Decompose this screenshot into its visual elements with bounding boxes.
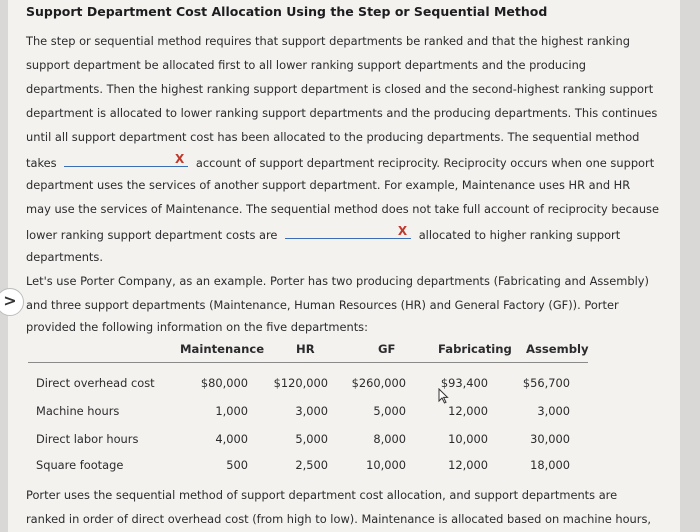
cell-hr: $120,000 — [273, 376, 328, 390]
cell-gf: $260,000 — [351, 376, 406, 390]
col-header-gf: GF — [378, 342, 396, 356]
table-row — [28, 404, 588, 424]
incorrect-x-icon: X — [174, 152, 185, 166]
row-label: Machine hours — [36, 404, 120, 418]
costs-answer-blank[interactable] — [285, 226, 411, 239]
paragraph-line: ranked in order of direct overhead cost (from high to low). Maintenance is allocated based on machine hours, — [26, 512, 652, 526]
paragraph-line: department uses the services of another support department. For example, Maintenance uses HR and HR — [26, 178, 631, 192]
cell-gf: 8,000 — [373, 432, 406, 446]
col-header-hr: HR — [296, 342, 315, 356]
table-row — [28, 458, 588, 478]
expand-chevron-icon[interactable]: > — [0, 288, 24, 316]
row-label: Direct overhead cost — [36, 376, 155, 390]
cell-maintenance: 4,000 — [215, 432, 248, 446]
takes-answer-blank[interactable] — [64, 154, 188, 167]
takes-continuation: account of support department reciprocity. Reciprocity occurs when one support — [195, 156, 655, 170]
paragraph-line: departments. — [26, 250, 103, 264]
mouse-cursor-icon — [438, 388, 450, 404]
costs-line — [26, 226, 620, 242]
costs-text: lower ranking support department costs are — [26, 228, 278, 242]
row-label: Square footage — [36, 458, 124, 472]
paragraph-line: departments. Then the highest ranking support department is closed and the second-highest ranking support — [26, 82, 654, 96]
header-divider — [28, 362, 588, 363]
table-row — [28, 376, 588, 396]
paragraph-line: provided the following information on the five departments: — [26, 320, 368, 334]
takes-text: takes — [26, 156, 57, 170]
cell-fabricating: $93,400 — [440, 376, 488, 390]
paragraph-line: until all support department cost has been allocated to the producing departments. The sequential method — [26, 130, 640, 144]
cell-maintenance: 500 — [226, 458, 248, 472]
cell-gf: 10,000 — [366, 458, 406, 472]
takes-line — [26, 154, 654, 170]
cell-maintenance: 1,000 — [215, 404, 248, 418]
paragraph-line: Let's use Porter Company, as an example. Porter has two producing departments (Fabricating and Assembly) — [26, 274, 649, 288]
cell-hr: 5,000 — [295, 432, 328, 446]
cell-hr: 2,500 — [295, 458, 328, 472]
row-label: Direct labor hours — [36, 432, 139, 446]
paragraph-line: support department be allocated first to all lower ranking support departments and the producing — [26, 58, 587, 72]
col-header-assembly: Assembly — [526, 342, 589, 356]
paragraph-line: department is allocated to lower ranking support departments and the producing departments. This continues — [26, 106, 658, 120]
cell-fabricating: 10,000 — [448, 432, 488, 446]
cell-assembly: $56,700 — [522, 376, 570, 390]
col-header-maintenance: Maintenance — [180, 342, 265, 356]
cell-gf: 5,000 — [373, 404, 406, 418]
question-page — [8, 0, 680, 532]
cell-assembly: 3,000 — [537, 404, 570, 418]
cell-maintenance: $80,000 — [200, 376, 248, 390]
incorrect-x-icon: X — [397, 224, 408, 238]
paragraph-line: may use the services of Maintenance. The sequential method does not take full account of reciprocity because — [26, 202, 659, 216]
cell-assembly: 18,000 — [530, 458, 570, 472]
section-title: Support Department Cost Allocation Using the Step or Sequential Method — [26, 4, 548, 19]
paragraph-line: Porter uses the sequential method of support department cost allocation, and support departments are — [26, 488, 618, 502]
col-header-fabricating: Fabricating — [438, 342, 512, 356]
cell-fabricating: 12,000 — [448, 458, 488, 472]
paragraph-line: The step or sequential method requires that support departments be ranked and that the highest ranking — [26, 34, 630, 48]
cell-fabricating: 12,000 — [448, 404, 488, 418]
paragraph-line: and three support departments (Maintenance, Human Resources (HR) and General Factory (GF)). Porter — [26, 298, 619, 312]
costs-continuation: allocated to higher ranking support — [418, 228, 621, 242]
cell-assembly: 30,000 — [530, 432, 570, 446]
table-row — [28, 432, 588, 452]
cell-hr: 3,000 — [295, 404, 328, 418]
